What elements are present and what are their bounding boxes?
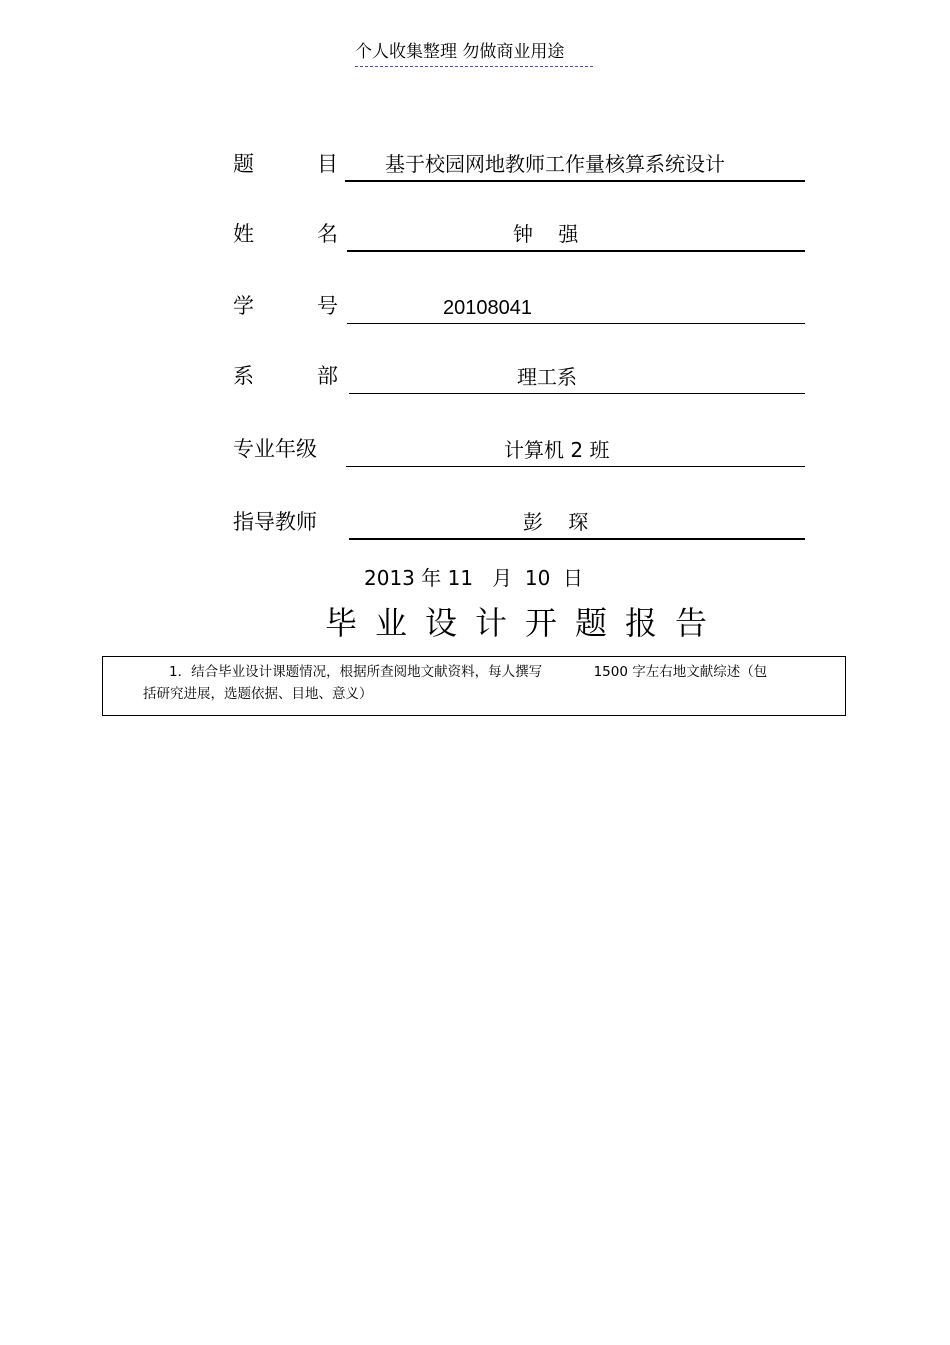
instruction-line-2: 括研究进展，选题依据、目地、意义） <box>143 686 373 702</box>
field-value-student-id <box>347 293 805 324</box>
report-date-text: 2013 年 11 月 10 日 <box>364 566 584 590</box>
field-label-name <box>233 218 338 250</box>
field-value-topic <box>345 150 805 182</box>
header-note: 个人收集整理 勿做商业用途 <box>355 40 593 67</box>
field-value-advisor <box>349 508 805 540</box>
field-label-student-id-char-2: 号 <box>317 294 338 318</box>
field-label-topic <box>233 148 338 180</box>
field-value-topic-text: 基于校园网地教师工作量核算系统设计 <box>385 152 725 176</box>
field-label-department-char-1: 系 <box>233 364 254 388</box>
field-label-name-char-2: 名 <box>317 222 338 246</box>
document-title: 毕业设计开题报告 <box>325 604 726 642</box>
field-row-name <box>233 218 805 252</box>
field-value-name <box>347 220 805 252</box>
instruction-line-1 <box>143 661 825 683</box>
field-row-advisor <box>233 506 805 540</box>
field-label-advisor: 指导教师 <box>233 510 317 534</box>
field-value-major-grade <box>346 436 805 467</box>
report-date <box>364 564 583 592</box>
field-value-department <box>349 363 805 394</box>
instruction-box <box>102 656 846 716</box>
instruction-line-1-text: 1．结合毕业设计课题情况，根据所查阅地文献资料，每人撰写 1500 字左右地文献综述（包 <box>169 664 768 680</box>
field-row-topic <box>233 148 805 182</box>
field-label-major-grade: 专业年级 <box>233 437 317 461</box>
field-label-student-id <box>233 290 338 322</box>
field-row-student-id <box>233 290 805 324</box>
field-value-major-grade-text: 计算机 2 班 <box>504 438 610 462</box>
field-value-advisor-text: 彭 琛 <box>523 510 589 534</box>
field-label-department-char-2: 部 <box>317 364 338 388</box>
field-label-department <box>233 360 338 392</box>
field-row-department <box>233 360 805 394</box>
field-row-major-grade <box>233 433 805 467</box>
field-value-student-id-text: 20108041 <box>443 297 532 319</box>
field-label-student-id-char-1: 学 <box>233 294 254 318</box>
field-label-topic-char-1: 题 <box>233 152 254 176</box>
field-label-topic-char-2: 目 <box>317 152 338 176</box>
field-value-department-text: 理工系 <box>517 365 577 389</box>
field-label-name-char-1: 姓 <box>233 222 254 246</box>
field-value-name-text: 钟 强 <box>513 222 579 246</box>
